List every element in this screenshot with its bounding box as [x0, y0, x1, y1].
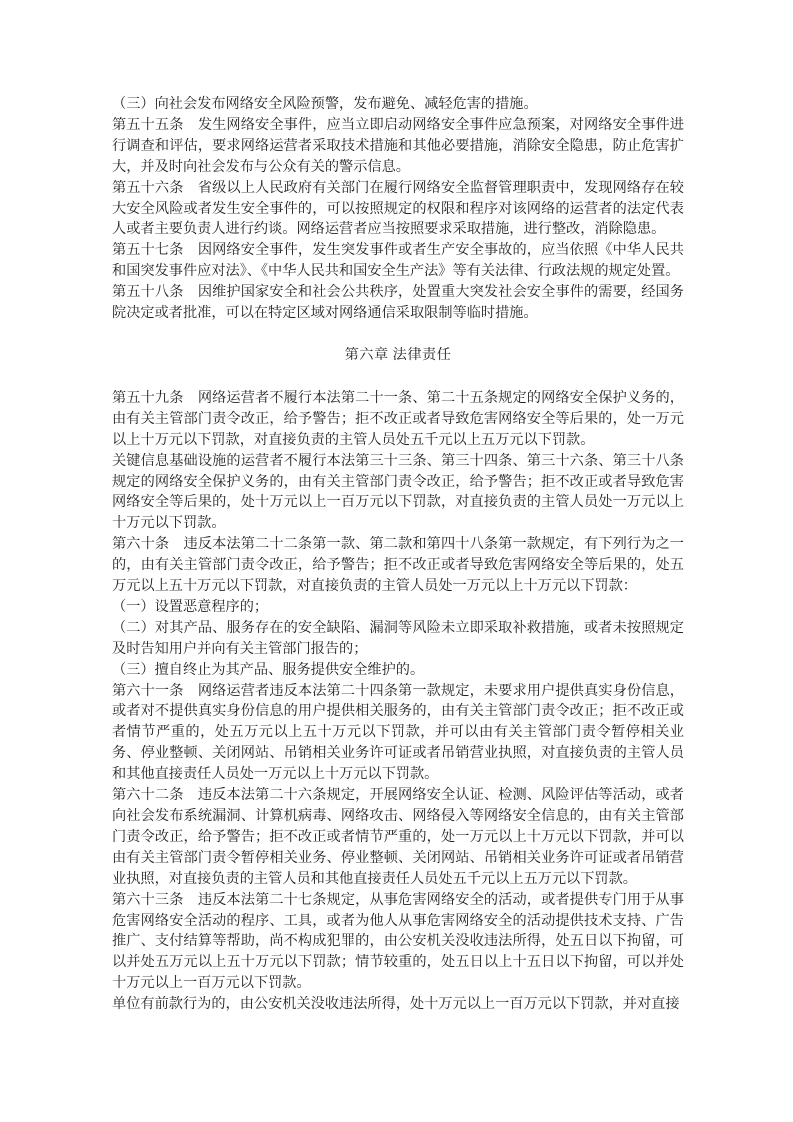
- article-55-paragraph: 第五十五条 发生网络安全事件，应当立即启动网络安全事件应急预案，对网络安全事件进行调查和评估，要求网络运营者采取技术措施和其他必要措施，消除安全隐患，防止危害扩大，并及时向社会发布与公众有关的警示信息。: [112, 116, 684, 175]
- article-63-paragraph-1: 第六十三条 违反本法第二十七条规定，从事危害网络安全的活动，或者提供专门用于从事危害网络安全活动的程序、工具，或者为他人从事危害网络安全的活动提供技术支持、广告推广、支付结算等帮助，尚不构成犯罪的，由公安机关没收违法所得，处五日以下拘留，可以并处五万元以上五十万元以下罚款；情节较重的，处五日以上十五日以下拘留，可以并处十万元以上一百万元以下罚款。: [112, 891, 684, 992]
- article-63-paragraph-2: 单位有前款行为的，由公安机关没收违法所得，处十万元以上一百万元以下罚款，并对直接: [112, 996, 680, 1013]
- document-text-block: [112, 94, 684, 1015]
- article-60-paragraph: 第六十条 违反本法第二十二条第一款、第二款和第四十八条第一款规定，有下列行为之一的，由有关主管部门责令改正，给予警告；拒不改正或者导致危害网络安全等后果的，处五万元以上五十万元以下罚款，对直接负责的主管人员处一万元以上十万元以下罚款：: [112, 536, 684, 595]
- article-60-item-2: （二）对其产品、服务存在的安全缺陷、漏洞等风险未立即采取补救措施，或者未按照规定及时告知用户并向有关主管部门报告的；: [112, 619, 684, 657]
- article-60-item-3: （三）擅自终止为其产品、服务提供安全维护的。: [112, 661, 425, 678]
- clause-item-3: （三）向社会发布网络安全风险预警，发布避免、减轻危害的措施。: [112, 96, 538, 112]
- article-61-paragraph: 第六十一条 网络运营者违反本法第二十四条第一款规定，未要求用户提供真实身份信息，或者对不提供真实身份信息的用户提供相关服务的，由有关主管部门责令改正；拒不改正或者情节严重的，处五万元以上五十万元以下罚款，并可以由有关主管部门责令暂停相关业务、停业整顿、关闭网站、吊销相关业务许可证或者吊销营业执照，对直接负责的主管人员和其他直接责任人员处一万元以上十万元以下罚款。: [112, 682, 684, 783]
- article-57-paragraph: 第五十七条 因网络安全事件，发生突发事件或者生产安全事故的，应当依照《中华人民共和国突发事件应对法》、《中华人民共和国安全生产法》等有关法律、行政法规的规定处置。: [112, 242, 684, 280]
- chapter-6-heading: 第六章 法律责任: [344, 346, 452, 363]
- article-59-paragraph-1: 第五十九条 网络运营者不履行本法第二十一条、第二十五条规定的网络安全保护义务的，由有关主管部门责令改正，给予警告；拒不改正或者导致危害网络安全等后果的，处一万元以上十万元以下罚款，对直接负责的主管人员处五千元以上五万元以下罚款。: [112, 389, 684, 448]
- article-58-paragraph: 第五十八条 因维护国家安全和社会公共秩序，处置重大突发社会安全事件的需要，经国务院决定或者批准，可以在特定区域对网络通信采取限制等临时措施。: [112, 284, 684, 322]
- article-56-paragraph: 第五十六条 省级以上人民政府有关部门在履行网络安全监督管理职责中，发现网络存在较大安全风险或者发生安全事件的，可以按照规定的权限和程序对该网络的运营者的法定代表人或者主要负责人进行约谈。网络运营者应当按照要求采取措施，进行整改，消除隐患。: [112, 179, 684, 238]
- article-62-paragraph: 第六十二条 违反本法第二十六条规定，开展网络安全认证、检测、风险评估等活动，或者向社会发布系统漏洞、计算机病毒、网络攻击、网络侵入等网络安全信息的，由有关主管部门责令改正，给予警告；拒不改正或者情节严重的，处一万元以上十万元以下罚款，并可以由有关主管部门责令暂停相关业务、停业整顿、关闭网站、吊销相关业务许可证或者吊销营业执照，对直接负责的主管人员和其他直接责任人员处五千元以上五万元以下罚款。: [112, 787, 684, 887]
- article-60-item-1: （一）设置恶意程序的；: [112, 598, 269, 615]
- article-59-paragraph-2: 关键信息基础设施的运营者不履行本法第三十三条、第三十四条、第三十六条、第三十八条规定的网络安全保护义务的，由有关主管部门责令改正，给予警告；拒不改正或者导致危害网络安全等后果的，处十万元以上一百万元以下罚款，对直接负责的主管人员处一万元以上十万元以下罚款。: [112, 452, 684, 532]
